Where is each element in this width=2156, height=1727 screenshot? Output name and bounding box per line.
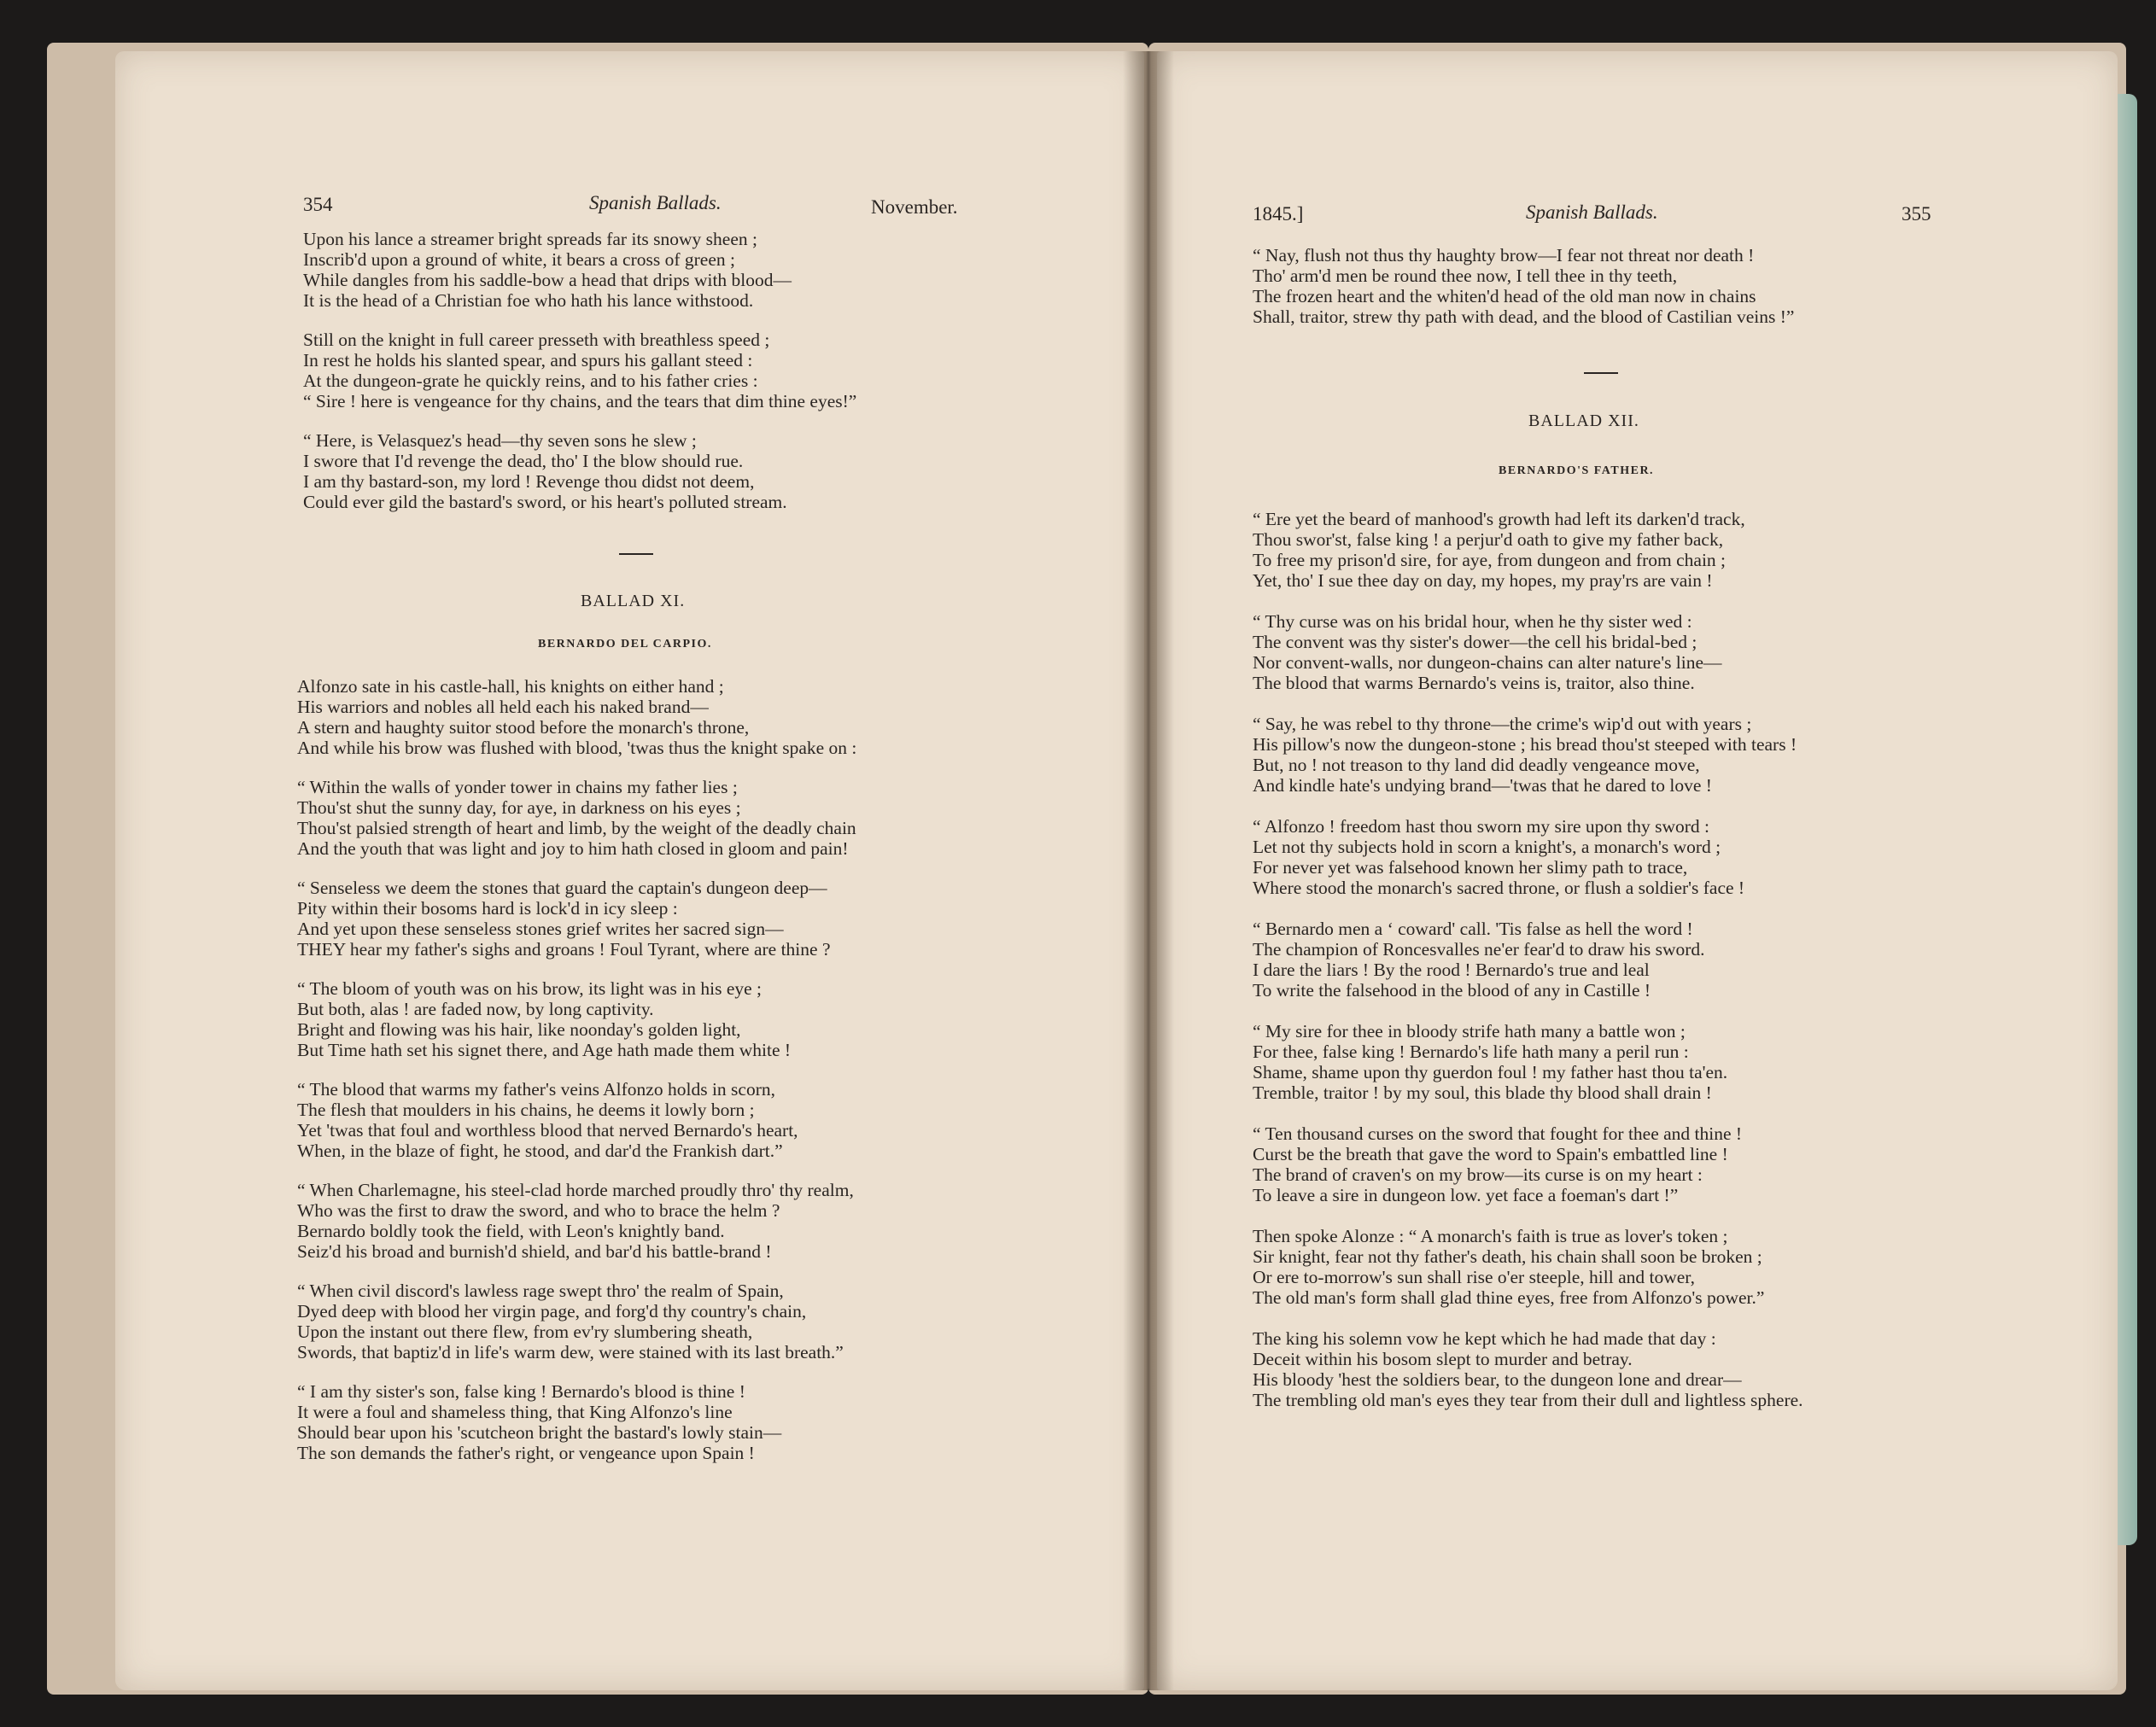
verse-line: Pity within their bosoms hard is lock'd in icy sleep : — [297, 898, 678, 919]
verse-line: And kindle hate's undying brand—'twas that he dared to love ! — [1253, 775, 1712, 796]
verse-line: “ Ten thousand curses on the sword that fought for thee and thine ! — [1253, 1123, 1743, 1144]
stanza — [297, 676, 856, 758]
stanza — [1253, 1328, 1803, 1410]
section-rule-right — [1584, 372, 1618, 374]
verse-line: While dangles from his saddle-bow a head that drips with blood— — [303, 270, 792, 290]
verse-line: “ Here, is Velasquez's head—thy seven sons he slew ; — [303, 430, 697, 451]
ballad-xi-subtitle: BERNARDO DEL CARPIO. — [538, 638, 712, 651]
verse-line: Bright and flowing was his hair, like noonday's golden light, — [297, 1019, 741, 1040]
open-book — [47, 43, 2126, 1699]
stanza — [303, 330, 856, 411]
verse-line: Could ever gild the bastard's sword, or his heart's polluted stream. — [303, 492, 787, 512]
ballad-xi-verses — [297, 676, 856, 1482]
verse-line: The champion of Roncesvalles ne'er fear'd to draw his sword. — [1253, 939, 1705, 960]
verse-line: When, in the blaze of fight, he stood, and dar'd the Frankish dart.” — [297, 1141, 783, 1161]
verse-line: To free my prison'd sire, for aye, from dungeon and from chain ; — [1253, 550, 1727, 570]
verse-line: “ Alfonzo ! freedom hast thou sworn my sire upon thy sword : — [1253, 816, 1710, 837]
verse-line: To write the falsehood in the blood of any in Castille ! — [1253, 980, 1651, 1001]
stanza — [297, 1381, 856, 1463]
stanza — [1253, 816, 1803, 898]
stanza — [1253, 1226, 1803, 1308]
verse-line: But both, alas ! are faded now, by long captivity. — [297, 999, 654, 1019]
verse-line: Dyed deep with blood her virgin page, and forg'd thy country's chain, — [297, 1301, 807, 1322]
right-running-left: 1845.] — [1253, 203, 1304, 225]
verse-line: I swore that I'd revenge the dead, tho' I the blow should rue. — [303, 451, 744, 471]
verse-line: It were a foul and shameless thing, that King Alfonzo's line — [297, 1402, 733, 1422]
verse-line: Bernardo boldly took the field, with Leon's knightly band. — [297, 1221, 725, 1241]
stanza — [1253, 611, 1803, 693]
stanza — [1253, 245, 1794, 327]
verse-line: Inscrib'd upon a ground of white, it bears a cross of green ; — [303, 249, 735, 270]
stanza — [297, 878, 856, 960]
right-page-number: 355 — [1902, 203, 1931, 225]
section-rule-left — [619, 553, 653, 555]
verse-line: For thee, false king ! Bernardo's life hath many a peril run : — [1253, 1041, 1689, 1062]
stanza — [1253, 1021, 1803, 1103]
verse-line: Upon the instant out there flew, from ev'ry slumbering sheath, — [297, 1322, 753, 1342]
verse-line: But Time hath set his signet there, and Age hath made them white ! — [297, 1040, 792, 1060]
verse-line: Sir knight, fear not thy father's death, his chain shall soon be broken ; — [1253, 1246, 1762, 1267]
verse-line: “ My sire for thee in bloody strife hath many a battle won ; — [1253, 1021, 1686, 1041]
verse-line: But, no ! not treason to thy land did deadly vengeance move, — [1253, 755, 1700, 775]
verse-line: The brand of craven's on my brow—its curse is on my heart : — [1253, 1164, 1703, 1185]
verse-line: The flesh that moulders in his chains, he deems it lowly born ; — [297, 1100, 755, 1120]
verse-line: “ Thy curse was on his bridal hour, when he thy sister wed : — [1253, 611, 1692, 632]
verse-line: Curst be the breath that gave the word to Spain's embattled line ! — [1253, 1144, 1728, 1164]
left-running-title: Spanish Ballads. — [589, 192, 722, 213]
verse-line: Or ere to-morrow's sun shall rise o'er steeple, hill and tower, — [1253, 1267, 1695, 1287]
verse-line: Upon his lance a streamer bright spreads far its snowy sheen ; — [303, 229, 757, 249]
stanza — [297, 1079, 856, 1161]
ballad-xii-title: BALLAD XII. — [1528, 411, 1639, 430]
stanza — [1253, 1123, 1803, 1205]
verse-line: For never yet was falsehood known her slimy path to trace, — [1253, 857, 1688, 878]
verse-line: The trembling old man's eyes they tear from their dull and lightless sphere. — [1253, 1390, 1803, 1410]
ballad-xii-subtitle: BERNARDO'S FATHER. — [1499, 464, 1655, 477]
left-running-right: November. — [871, 196, 958, 218]
verse-line: Shame, shame upon thy guerdon foul ! my father hast thou ta'en. — [1253, 1062, 1728, 1082]
verse-line: His pillow's now the dungeon-stone ; his bread thou'st steeped with tears ! — [1253, 734, 1797, 755]
left-top-verses — [303, 229, 856, 531]
verse-line: I dare the liars ! By the rood ! Bernardo's true and leal — [1253, 960, 1650, 980]
verse-line: And the youth that was light and joy to him hath closed in gloom and pain! — [297, 838, 849, 859]
verse-line: “ Sire ! here is vengeance for thy chains, and the tears that dim thine eyes!” — [303, 391, 857, 411]
verse-line: “ Say, he was rebel to thy throne—the crime's wip'd out with years ; — [1253, 714, 1752, 734]
verse-line: Seiz'd his broad and burnish'd shield, and bar'd his battle-brand ! — [297, 1241, 772, 1262]
verse-line: Thou'st palsied strength of heart and limb, by the weight of the deadly chain — [297, 818, 856, 838]
verse-line: The king his solemn vow he kept which he had made that day : — [1253, 1328, 1716, 1349]
verse-line: THEY hear my father's sighs and groans ! Foul Tyrant, where are thine ? — [297, 939, 831, 960]
verse-line: “ Within the walls of yonder tower in chains my father lies ; — [297, 777, 738, 797]
stanza — [303, 430, 856, 512]
verse-line: Still on the knight in full career presseth with breathless speed ; — [303, 330, 770, 350]
verse-line: A stern and haughty suitor stood before the monarch's throne, — [297, 717, 750, 738]
stanza — [1253, 714, 1803, 796]
verse-line: Thou swor'st, false king ! a perjur'd oath to give my father back, — [1253, 529, 1724, 550]
verse-line: “ I am thy sister's son, false king ! Bernardo's blood is thine ! — [297, 1381, 745, 1402]
verse-line: The son demands the father's right, or vengeance upon Spain ! — [297, 1443, 755, 1463]
verse-line: Let not thy subjects hold in scorn a knight's, a monarch's word ; — [1253, 837, 1721, 857]
verse-line: And while his brow was flushed with blood, 'twas thus the knight spake on : — [297, 738, 857, 758]
verse-line: Where stood the monarch's sacred throne, or flush a soldier's face ! — [1253, 878, 1745, 898]
verse-line: “ The blood that warms my father's veins Alfonzo holds in scorn, — [297, 1079, 775, 1100]
verse-line: Tho' arm'd men be round thee now, I tell thee in thy teeth, — [1253, 265, 1678, 286]
verse-line: “ Ere yet the beard of manhood's growth had left its darken'd track, — [1253, 509, 1745, 529]
stanza — [297, 978, 856, 1060]
left-page-number: 354 — [303, 194, 333, 215]
verse-line: His warriors and nobles all held each his naked brand— — [297, 697, 709, 717]
verse-line: “ Nay, flush not thus thy haughty brow—I fear not threat nor death ! — [1253, 245, 1755, 265]
ballad-xi-title: BALLAD XI. — [581, 592, 686, 610]
verse-line: “ Senseless we deem the stones that guard the captain's dungeon deep— — [297, 878, 827, 898]
ballad-xii-verses — [1253, 509, 1803, 1431]
verse-line: Nor convent-walls, nor dungeon-chains can alter nature's line— — [1253, 652, 1722, 673]
verse-line: “ When civil discord's lawless rage swept thro' the realm of Spain, — [297, 1281, 784, 1301]
verse-line: “ Bernardo men a ‘ coward' call. 'Tis false as hell the word ! — [1253, 919, 1693, 939]
verse-line: “ When Charlemagne, his steel-clad horde marched proudly thro' thy realm, — [297, 1180, 854, 1200]
verse-line: Shall, traitor, strew thy path with dead, and the blood of Castilian veins !” — [1253, 306, 1795, 327]
verse-line: Who was the first to draw the sword, and who to brace the helm ? — [297, 1200, 780, 1221]
verse-line: The old man's form shall glad thine eyes, free from Alfonzo's power.” — [1253, 1287, 1765, 1308]
verse-line: In rest he holds his slanted spear, and spurs his gallant steed : — [303, 350, 753, 370]
verse-line: Thou'st shut the sunny day, for aye, in darkness on his eyes ; — [297, 797, 741, 818]
stanza — [1253, 919, 1803, 1001]
verse-line: Deceit within his bosom slept to murder and betray. — [1253, 1349, 1633, 1369]
verse-line: Yet, tho' I sue thee day on day, my hopes, my pray'rs are vain ! — [1253, 570, 1713, 591]
verse-line: At the dungeon-grate he quickly reins, and to his father cries : — [303, 370, 758, 391]
verse-line: The blood that warms Bernardo's veins is, traitor, also thine. — [1253, 673, 1695, 693]
verse-line: It is the head of a Christian foe who hath his lance withstood. — [303, 290, 754, 311]
right-running-title: Spanish Ballads. — [1526, 201, 1658, 223]
verse-line: Yet 'twas that foul and worthless blood that nerved Bernardo's heart, — [297, 1120, 798, 1141]
verse-line: Alfonzo sate in his castle-hall, his knights on either hand ; — [297, 676, 724, 697]
verse-line: Swords, that baptiz'd in life's warm dew, were stained with its last breath.” — [297, 1342, 844, 1362]
book-gutter — [1123, 51, 1174, 1690]
verse-line: Tremble, traitor ! by my soul, this blade thy blood shall drain ! — [1253, 1082, 1712, 1103]
verse-line: To leave a sire in dungeon low. yet face a foeman's dart !” — [1253, 1185, 1679, 1205]
right-top-verses — [1253, 245, 1794, 346]
stanza — [297, 1281, 856, 1362]
verse-line: I am thy bastard-son, my lord ! Revenge thou didst not deem, — [303, 471, 755, 492]
verse-line: Then spoke Alonze : “ A monarch's faith is true as lover's token ; — [1253, 1226, 1728, 1246]
stanza — [303, 229, 856, 311]
verse-line: The convent was thy sister's dower—the cell his bridal-bed ; — [1253, 632, 1697, 652]
stanza — [297, 1180, 856, 1262]
verse-line: Should bear upon his 'scutcheon bright the bastard's lowly stain— — [297, 1422, 782, 1443]
verse-line: The frozen heart and the whiten'd head of the old man now in chains — [1253, 286, 1756, 306]
verse-line: His bloody 'hest the soldiers bear, to the dungeon lone and drear— — [1253, 1369, 1742, 1390]
stanza — [1253, 509, 1803, 591]
stanza — [297, 777, 856, 859]
verse-line: “ The bloom of youth was on his brow, its light was in his eye ; — [297, 978, 762, 999]
verse-line: And yet upon these senseless stones grief writes her sacred sign— — [297, 919, 784, 939]
